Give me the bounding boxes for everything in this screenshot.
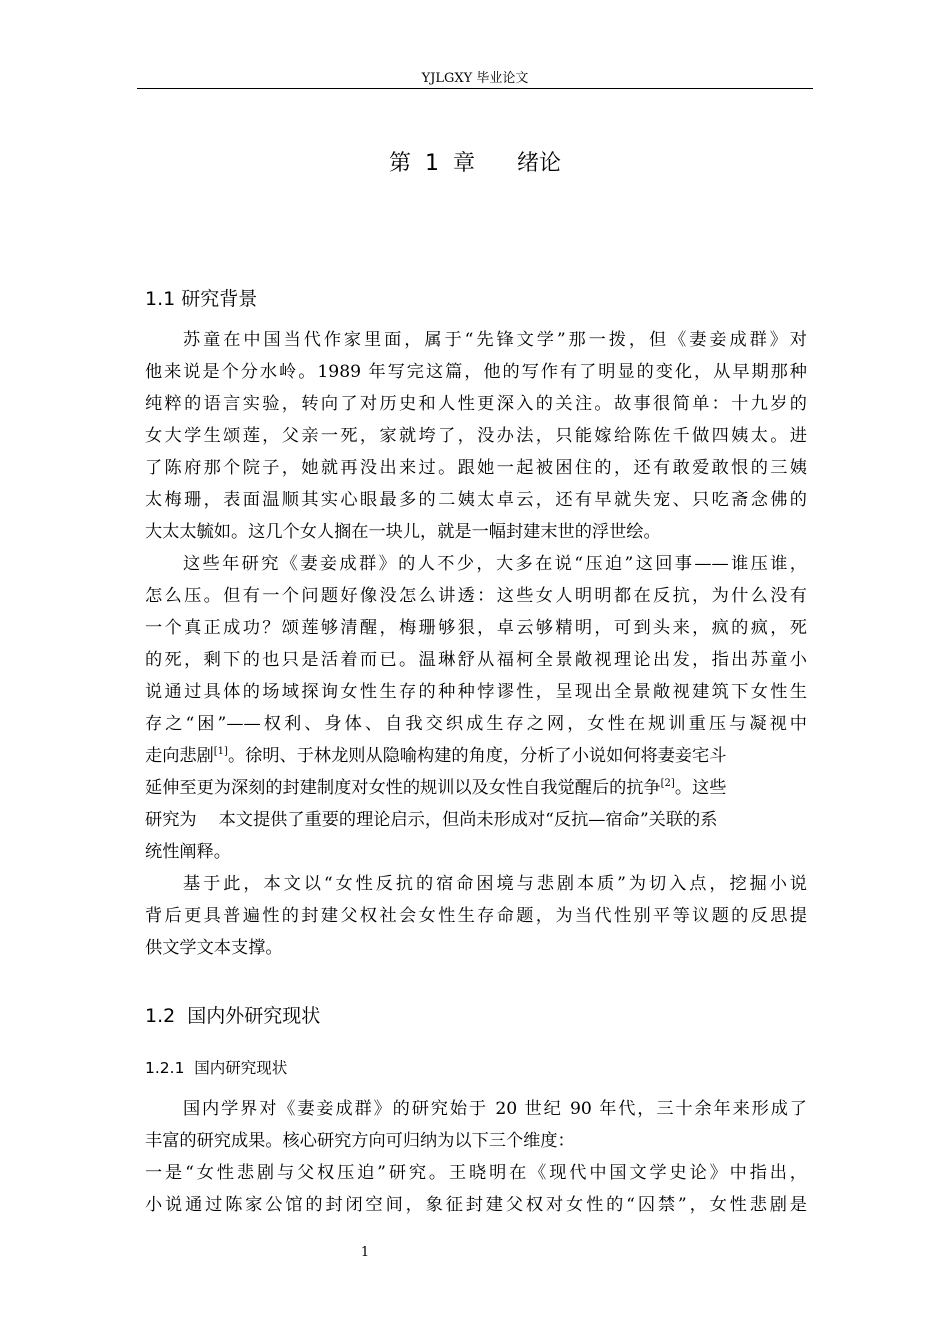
text-run: 。这些	[674, 778, 727, 798]
paragraph-line: 基于此，本文以“女性反抗的宿命困境与悲剧本质”为切入点，挖掘小说	[183, 874, 807, 894]
section-heading-1-1: 1.1 研究背景	[145, 288, 258, 310]
paragraph-line: 他来说是个分水岭。1989 年写完这篇，他的写作有了明显的变化，从早期那种	[145, 362, 807, 382]
citation-ref: [2]	[660, 778, 675, 789]
page-number: 1	[360, 1245, 370, 1260]
chapter-title: 第 1 章 绪论	[389, 151, 561, 176]
paragraph-line: 大太太毓如。这几个女人搁在一块儿，就是一幅封建末世的浮世绘。	[145, 522, 661, 542]
text-run: 本文提供了重要的理论启示，但尚未形成对“反抗—宿命”关联的系	[218, 810, 718, 830]
text-run: 研究为	[145, 810, 197, 830]
text-run: 延伸至更为深刻的封建制度对女性的规训以及女性自我觉醒后的抗争	[145, 778, 661, 798]
paragraph-line: 背后更具普遍性的封建父权社会女性生存命题，为当代性别平等议题的反思提	[145, 906, 807, 926]
paragraph-line: 存之“困”——权利、身体、自我交织成生存之网，女性在规训重压与凝视中	[145, 714, 807, 734]
paragraph-line: 苏童在中国当代作家里面，属于“先锋文学”那一拨，但《妻妾成群》对	[183, 330, 807, 350]
paragraph-line	[145, 806, 717, 834]
paragraph-line: 太梅珊，表面温顺其实心眼最多的二姨太卓云，还有早就失宠、只吃斋念佛的	[145, 490, 807, 510]
header-rule	[137, 88, 813, 89]
paragraph-line: 一个真正成功？颂莲够清醒，梅珊够狠，卓云够精明，可到头来，疯的疯，死	[145, 618, 807, 638]
text-run: 。徐明、于林龙则从隐喻构建的角度，分析了小说如何将妻妾宅斗	[227, 746, 727, 766]
citation-ref: [1]	[213, 746, 228, 757]
paragraph-line: 纯粹的语言实验，转向了对历史和人性更深入的关注。故事很简单：十九岁的	[145, 394, 807, 414]
paragraph-line: 了陈府那个院子，她就再没出来过。跟她一起被困住的，还有敢爱敢恨的三姨	[145, 458, 807, 478]
paragraph-line: 国内学界对《妻妾成群》的研究始于 20 世纪 90 年代，三十余年来形成了	[183, 1099, 807, 1119]
paragraph-line: 供文学文本支撑。	[145, 938, 283, 958]
paragraph-line: 小说通过陈家公馆的封闭空间，象征封建父权对女性的“囚禁”，女性悲剧是	[145, 1195, 807, 1215]
paragraph-line: 丰富的研究成果。核心研究方向可归纳为以下三个维度：	[145, 1131, 575, 1151]
text-run: 走向悲剧	[145, 746, 214, 766]
paragraph-line	[145, 742, 726, 770]
paragraph-line	[145, 774, 726, 802]
paragraph-line: 说通过具体的场域探询女性生存的种种悖谬性，呈现出全景敞视建筑下女性生	[145, 682, 807, 702]
subsection-heading-1-2-1: 1.2.1 国内研究现状	[145, 1059, 288, 1077]
running-header: YJLGXY 毕业论文	[421, 71, 529, 86]
paragraph-line: 的死，剩下的也只是活着而已。温琳舒从福柯全景敞视理论出发，指出苏童小	[145, 650, 807, 670]
paragraph-line: 一是“女性悲剧与父权压迫”研究。王晓明在《现代中国文学史论》中指出，	[145, 1163, 807, 1183]
paragraph-line: 这些年研究《妻妾成群》的人不少，大多在说“压迫”这回事——谁压谁，	[183, 554, 807, 574]
paragraph-line: 统性阐释。	[145, 842, 231, 862]
section-heading-1-2: 1.2 国内外研究现状	[145, 1005, 321, 1027]
paragraph-line: 女大学生颂莲，父亲一死，家就垮了，没办法，只能嫁给陈佐千做四姨太。进	[145, 426, 807, 446]
paragraph-line: 怎么压。但有一个问题好像没怎么讲透：这些女人明明都在反抗，为什么没有	[145, 586, 807, 606]
